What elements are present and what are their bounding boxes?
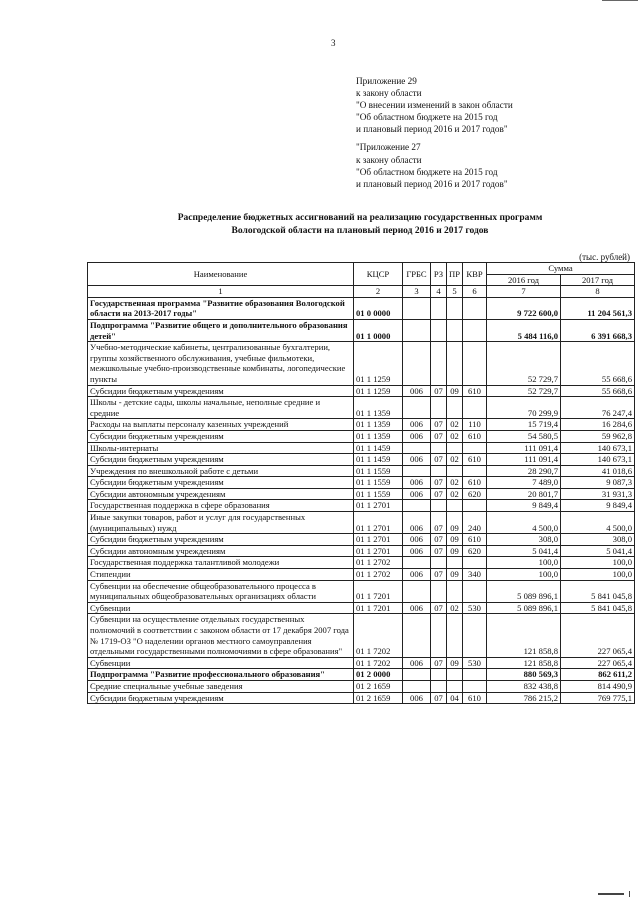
cell-name: Стипендии [88,569,354,581]
cell-kcsr: 01 2 1659 [354,680,403,692]
cell-pr [447,465,463,477]
cell-2017: 227 065,4 [561,657,635,669]
cell-kcsr: 01 1 7201 [354,580,403,602]
cell-2016: 9 722 600,0 [487,297,561,319]
cell-kvr: 240 [463,512,487,534]
table-row [88,692,635,704]
cell-2017: 9 849,4 [561,500,635,512]
cell-pr [447,680,463,692]
cell-2016: 28 290,7 [487,465,561,477]
cell-grbs: 006 [403,454,431,466]
cell-kcsr: 01 2 1659 [354,692,403,704]
cell-2016: 15 719,4 [487,419,561,431]
cell-2016: 54 580,5 [487,430,561,442]
table-row [88,680,635,692]
cell-name: Школы-интернаты [88,442,354,454]
cell-kvr: 610 [463,477,487,489]
col-number: 8 [561,286,635,298]
cell-kcsr: 01 1 1359 [354,397,403,419]
cell-kvr [463,442,487,454]
cell-rz: 07 [431,430,447,442]
cell-2017: 55 668,6 [561,385,635,397]
cell-2017: 140 673,1 [561,442,635,454]
cell-rz [431,500,447,512]
cell-pr: 02 [447,488,463,500]
cell-kvr [463,669,487,681]
cell-2016: 880 569,3 [487,669,561,681]
cell-name: Субвенции [88,602,354,614]
col-sum-header: Сумма [487,263,635,275]
cell-2016: 5 089 896,1 [487,602,561,614]
table-row [88,500,635,512]
cell-grbs [403,465,431,477]
cell-grbs [403,614,431,657]
cell-2016: 5 041,4 [487,545,561,557]
table-row [88,614,635,657]
table-row [88,430,635,442]
cell-name: Субсидии бюджетным учреждениям [88,454,354,466]
cell-2017: 862 611,2 [561,669,635,681]
cell-pr: 02 [447,430,463,442]
cell-name: Субвенции на обеспечение общеобразовательного процесса в муниципальных общеобразовательных организациях области [88,580,354,602]
cell-kcsr: 01 1 2702 [354,557,403,569]
cell-2017: 814 490,9 [561,680,635,692]
cell-kvr: 620 [463,545,487,557]
cell-grbs: 006 [403,488,431,500]
cell-grbs [403,319,431,341]
table-row [88,557,635,569]
cell-name: Школы - детские сады, школы начальные, неполные средние и средние [88,397,354,419]
cell-2017: 31 931,3 [561,488,635,500]
cell-kvr [463,342,487,385]
cell-grbs: 006 [403,545,431,557]
cell-grbs [403,580,431,602]
table-row [88,465,635,477]
cell-kvr [463,580,487,602]
cell-name: Субвенции на осуществление отдельных государственных полномочий в соответствии с законом области от 17 декабря 2007 года № 1719-ОЗ "О наделении органов местного самоуправления отдельными государственными полномочиями в сфере образования" [88,614,354,657]
cell-rz: 07 [431,602,447,614]
cell-kvr [463,397,487,419]
cell-grbs: 006 [403,385,431,397]
col-pr-header: ПР [447,263,463,286]
cell-kvr: 610 [463,534,487,546]
cell-2016: 52 729,7 [487,342,561,385]
table-row [88,569,635,581]
cell-rz: 07 [431,534,447,546]
table-row [88,397,635,419]
cell-pr: 09 [447,569,463,581]
cell-grbs: 006 [403,477,431,489]
cell-rz [431,397,447,419]
table-row [88,534,635,546]
cell-pr: 02 [447,477,463,489]
cell-kvr: 610 [463,430,487,442]
column-number-row [88,286,635,298]
cell-grbs [403,442,431,454]
cell-2016: 121 858,8 [487,657,561,669]
cell-2017: 100,0 [561,557,635,569]
cell-rz: 07 [431,488,447,500]
cell-2017: 41 018,6 [561,465,635,477]
cell-name: Субсидии автономным учреждениям [88,488,354,500]
cell-kvr: 610 [463,692,487,704]
cell-rz: 07 [431,385,447,397]
col-grbs-header: ГРБС [403,263,431,286]
cell-rz [431,342,447,385]
cell-kvr: 530 [463,657,487,669]
scan-edge-mark [602,0,638,1]
cell-rz: 07 [431,419,447,431]
col-name-header: Наименование [88,263,354,286]
cell-rz: 07 [431,454,447,466]
cell-kcsr: 01 1 2702 [354,569,403,581]
col-number: 4 [431,286,447,298]
appendix-line: Приложение 29 [356,76,417,86]
col-number: 1 [88,286,354,298]
cell-pr: 09 [447,657,463,669]
cell-kcsr: 01 1 2701 [354,534,403,546]
cell-2016: 786 215,2 [487,692,561,704]
cell-name: Субсидии бюджетным учреждениям [88,385,354,397]
cell-grbs: 006 [403,534,431,546]
cell-pr: 04 [447,692,463,704]
cell-pr [447,319,463,341]
cell-name: Субсидии бюджетным учреждениям [88,477,354,489]
cell-grbs: 006 [403,657,431,669]
cell-rz: 07 [431,477,447,489]
cell-pr: 02 [447,602,463,614]
cell-name: Иные закупки товаров, работ и услуг для государственных (муниципальных) нужд [88,512,354,534]
appendix-line: "Об областном бюджете на 2015 год [356,112,498,123]
cell-grbs: 006 [403,692,431,704]
table-row [88,512,635,534]
col-kvr-header: КВР [463,263,487,286]
cell-pr [447,500,463,512]
title-line: Вологодской области на плановый период 2016 и 2017 годов [231,226,489,236]
cell-grbs: 006 [403,602,431,614]
appendix-line: "Приложение 27 [356,142,421,153]
table-row [88,385,635,397]
cell-pr [447,614,463,657]
col-2017-header: 2017 год [561,274,635,286]
table-row [88,657,635,669]
cell-kvr [463,680,487,692]
cell-kvr: 530 [463,602,487,614]
table-row [88,419,635,431]
cell-name: Субсидии бюджетным учреждениям [88,430,354,442]
cell-2016: 7 489,0 [487,477,561,489]
cell-rz [431,680,447,692]
cell-kcsr: 01 0 0000 [354,297,403,319]
cell-grbs [403,557,431,569]
cell-pr [447,397,463,419]
col-number: 3 [403,286,431,298]
cell-grbs: 006 [403,419,431,431]
cell-name: Государственная поддержка в сфере образования [88,500,354,512]
appendix-line: к закону области [356,88,422,99]
scan-corner-mark [598,893,624,895]
cell-2016: 100,0 [487,569,561,581]
cell-name: Государственная программа "Развитие образования Вологодской области на 2013-2017 годы" [88,297,354,319]
cell-rz [431,580,447,602]
cell-kvr: 610 [463,454,487,466]
document-title [80,212,640,238]
cell-pr: 09 [447,545,463,557]
cell-rz [431,442,447,454]
cell-kcsr: 01 1 1359 [354,430,403,442]
cell-2017: 59 962,8 [561,430,635,442]
table-body [88,297,635,703]
cell-2017: 6 391 668,3 [561,319,635,341]
cell-kvr [463,297,487,319]
header-row [88,263,635,275]
table-row [88,669,635,681]
cell-2017: 100,0 [561,569,635,581]
col-number: 6 [463,286,487,298]
col-number: 2 [354,286,403,298]
cell-kcsr: 01 1 7201 [354,602,403,614]
cell-rz [431,319,447,341]
cell-name: Средние специальные учебные заведения [88,680,354,692]
table-row [88,319,635,341]
cell-2017: 9 087,3 [561,477,635,489]
cell-kcsr: 01 1 1559 [354,477,403,489]
cell-name: Государственная поддержка талантливой молодежи [88,557,354,569]
cell-rz [431,614,447,657]
cell-grbs [403,297,431,319]
cell-2016: 52 729,7 [487,385,561,397]
cell-pr [447,297,463,319]
units-label: (тыс. рублей) [579,252,630,262]
cell-name: Расходы на выплаты персоналу казенных учреждений [88,419,354,431]
cell-2017: 140 673,1 [561,454,635,466]
cell-rz [431,557,447,569]
cell-pr: 09 [447,534,463,546]
cell-2016: 100,0 [487,557,561,569]
cell-rz [431,297,447,319]
cell-kvr [463,557,487,569]
cell-kvr [463,500,487,512]
table-row [88,442,635,454]
cell-2016: 5 089 896,1 [487,580,561,602]
cell-2017: 5 841 045,8 [561,602,635,614]
cell-kcsr: 01 1 7202 [354,614,403,657]
cell-name: Субвенции [88,657,354,669]
cell-name: Подпрограмма "Развитие профессионального образования" [88,669,354,681]
cell-kcsr: 01 1 2701 [354,545,403,557]
cell-grbs [403,397,431,419]
table-row [88,602,635,614]
cell-name: Субсидии автономным учреждениям [88,545,354,557]
cell-2016: 4 500,0 [487,512,561,534]
page-number: 3 [331,38,336,48]
appendix-line: "О внесении изменений в закон области [356,100,513,111]
cell-grbs: 006 [403,512,431,534]
cell-grbs [403,342,431,385]
cell-2017: 4 500,0 [561,512,635,534]
scan-corner-mark [629,891,630,897]
cell-grbs [403,500,431,512]
cell-2016: 5 484 116,0 [487,319,561,341]
cell-pr: 02 [447,454,463,466]
cell-kcsr: 01 1 1459 [354,442,403,454]
cell-2017: 11 204 561,3 [561,297,635,319]
cell-kcsr: 01 1 0000 [354,319,403,341]
cell-kvr: 610 [463,385,487,397]
cell-kcsr: 01 2 0000 [354,669,403,681]
cell-rz: 07 [431,692,447,704]
col-number: 7 [487,286,561,298]
cell-pr [447,442,463,454]
cell-rz [431,669,447,681]
cell-2017: 55 668,6 [561,342,635,385]
cell-2017: 227 065,4 [561,614,635,657]
cell-rz: 07 [431,512,447,534]
cell-kvr [463,614,487,657]
cell-pr [447,580,463,602]
cell-kvr [463,319,487,341]
table-row [88,454,635,466]
table-row [88,342,635,385]
cell-kcsr: 01 1 1459 [354,454,403,466]
cell-pr [447,342,463,385]
cell-grbs: 006 [403,430,431,442]
col-number: 5 [447,286,463,298]
cell-rz: 07 [431,657,447,669]
table-row [88,545,635,557]
col-rz-header: РЗ [431,263,447,286]
cell-name: Субсидии бюджетным учреждениям [88,692,354,704]
cell-2017: 308,0 [561,534,635,546]
cell-kcsr: 01 1 2701 [354,500,403,512]
cell-kcsr: 01 1 2701 [354,512,403,534]
cell-2017: 5 041,4 [561,545,635,557]
cell-name: Учебно-методические кабинеты, централизованные бухгалтерии, группы хозяйственного обслуживания, учебные фильмотеки, межшкольные учебно-производственные комбинаты, логопедические пункты [88,342,354,385]
cell-2017: 5 841 045,8 [561,580,635,602]
cell-2016: 111 091,4 [487,454,561,466]
cell-rz: 07 [431,569,447,581]
col-kcsr-header: КЦСР [354,263,403,286]
cell-kcsr: 01 1 1559 [354,465,403,477]
cell-kvr: 620 [463,488,487,500]
cell-2016: 9 849,4 [487,500,561,512]
appendix-line: "Об областном бюджете на 2015 год [356,166,498,177]
cell-name: Субсидии бюджетным учреждениям [88,534,354,546]
cell-kvr: 110 [463,419,487,431]
cell-grbs [403,680,431,692]
cell-2016: 832 438,8 [487,680,561,692]
cell-2016: 111 091,4 [487,442,561,454]
cell-pr [447,557,463,569]
cell-pr: 09 [447,512,463,534]
table-row [88,580,635,602]
cell-kcsr: 01 1 1559 [354,488,403,500]
appendix-line: к закону области [356,154,422,165]
cell-kvr: 340 [463,569,487,581]
cell-grbs [403,669,431,681]
cell-2016: 308,0 [487,534,561,546]
cell-pr: 09 [447,385,463,397]
appendix-line: и плановый период 2016 и 2017 годов" [356,178,508,189]
appendix-header [356,75,513,190]
table-row [88,488,635,500]
cell-grbs: 006 [403,569,431,581]
cell-2017: 16 284,6 [561,419,635,431]
cell-2017: 769 775,1 [561,692,635,704]
cell-rz [431,465,447,477]
cell-kcsr: 01 1 7202 [354,657,403,669]
table-row [88,477,635,489]
table-row [88,297,635,319]
col-2016-header: 2016 год [487,274,561,286]
cell-kcsr: 01 1 1259 [354,342,403,385]
budget-table [87,262,635,704]
cell-pr: 02 [447,419,463,431]
cell-2016: 20 801,7 [487,488,561,500]
appendix-line: и плановый период 2016 и 2017 годов" [356,124,508,135]
cell-kcsr: 01 1 1259 [354,385,403,397]
title-line: Распределение бюджетных ассигнований на реализацию государственных программ [177,213,543,223]
cell-pr [447,669,463,681]
cell-name: Учреждения по внешкольной работе с детьми [88,465,354,477]
cell-2016: 70 299,9 [487,397,561,419]
cell-name: Подпрограмма "Развитие общего и дополнительного образования детей" [88,319,354,341]
cell-rz: 07 [431,545,447,557]
cell-2017: 76 247,4 [561,397,635,419]
cell-kvr [463,465,487,477]
cell-kcsr: 01 1 1359 [354,419,403,431]
cell-2016: 121 858,8 [487,614,561,657]
